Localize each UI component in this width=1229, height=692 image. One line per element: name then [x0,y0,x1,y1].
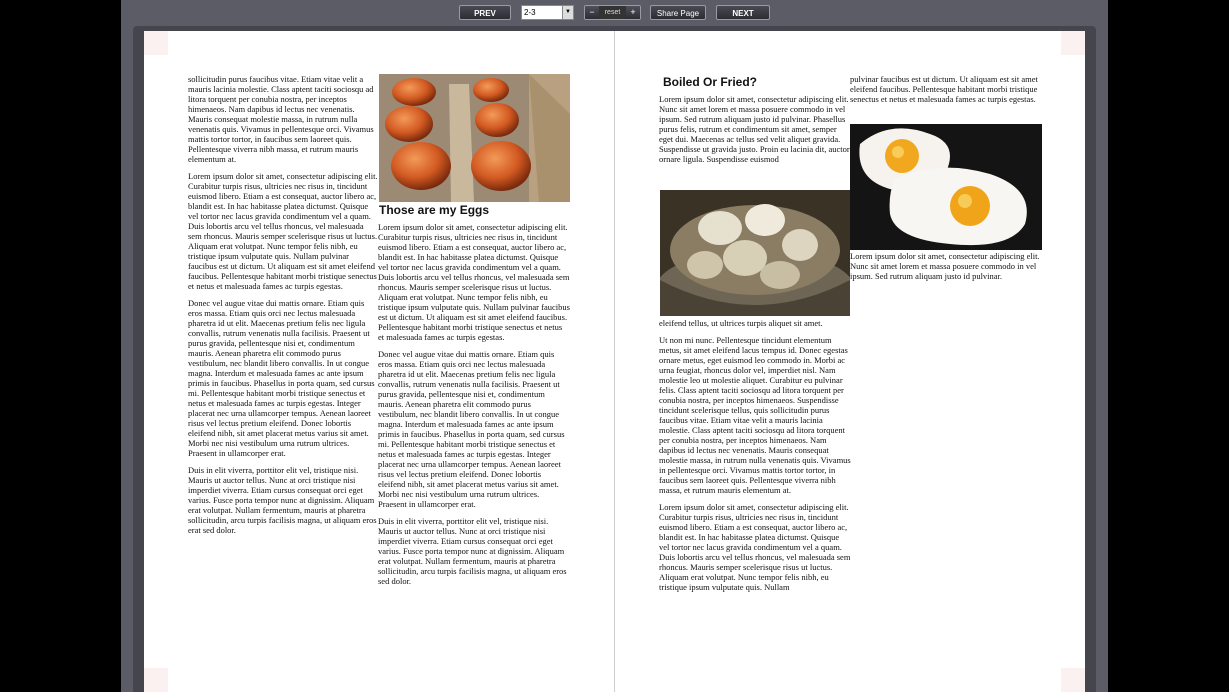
paragraph: Duis in elit viverra, porttitor elit vel, tristique nisi. Mauris ut auctor tellus. Nunc at orci tristique nisi imperdiet viverra. Etiam cursus consequat orci eget varius. Fusce porta tempor nunc at dignissim. Aliquam erat volutpat. Nullam fermentum, mauris at pharetra sollicitudin, arcu turpis facilisis magna, ut aliquam eros erat sed dolor. [188,465,377,535]
paragraph: Lorem ipsum dolor sit amet, consectetur adipiscing elit. Curabitur turpis risus, ultricies nec risus in, tincidunt euismod libero. Etiam a est consequat, auctor libero ac, blandit est. In hac habitasse platea dictumst. Quisque vel tortor nec lacus gravida condimentum vel a quam. Duis lobortis arcu vel tellus rhoncus, vel malesuada sem rhoncus. Mauris semper scelerisque risus ut luctus. Aliquam erat volutpat. Nunc tempor felis nibh, eu tristique ipsum vulputate quis. Nullam pulvinar faucibus est ut dictum. Ut aliquam est sit amet eleifend faucibus. Pellentesque habitant morbi tristique senectus et netus et malesuada fames ac turpis egestas. [378,222,570,342]
paragraph: Lorem ipsum dolor sit amet, consectetur adipiscing elit. Curabitur turpis risus, ultricies nec risus in, tincidunt euismod libero. Etiam a est consequat, auctor libero ac, blandit est. In hac habitasse platea dictumst. Quisque vel tortor nec lacus gravida condimentum vel a quam. Duis lobortis arcu vel tellus rhoncus, vel malesuada sem rhoncus. Mauris semper scelerisque risus ut luctus. Aliquam erat volutpat. Nunc tempor felis nibh, eu tristique ipsum vulputate quis. Nullam [659,502,851,592]
paragraph: Duis in elit viverra, porttitor elit vel, tristique nisi. Mauris ut auctor tellus. Nunc at orci tristique nisi imperdiet viverra. Etiam cursus consequat orci eget varius. Fusce porta tempor nunc at dignissim. Aliquam erat volutpat. Nullam fermentum, mauris at pharetra sollicitudin, arcu turpis facilisis magna, ut aliquam eros sed dolor. [378,516,567,586]
paragraph: Lorem ipsum dolor sit amet, consectetur adipiscing elit. Nunc sit amet lorem et massa posuere commodo in vel ipsum. Sed rutrum aliquam justo id pulvinar. Phasellus purus felis, rutrum et condimentum sit amet, semper eget dui. Maecenas ac tellus sed velit aliquet gravida. Suspendisse ut gravida justo. Proin eu lacinia dit, auctor ornare ligula. Suspendisse euismod [659,94,850,164]
paragraph: Donec vel augue vitae dui mattis ornare. Etiam quis eros massa. Etiam quis orci nec lectus malesuada pharetra id ut elit. Maecenas pretium felis nec ligula convallis, rutrum venenatis nulla facilisis. Praesent ut purus gravida, pellentesque nisi et, condimentum mauris. Aenean pharetra elit commodo purus vestibulum, nec blandit libero convallis. In ut congue magna. Interdum et malesuada fames ac ante ipsum primis in faucibus. Phasellus in porta quam, sed cursus mi. Pellentesque habitant morbi tristique senectus et netus et malesuada fames ac turpis egestas. Integer placerat nec urna ullamcorper tempus. Aenean laoreet risus vel lectus pretium eleifend. Donec lobortis eleifend nibh, sit amet placerat metus varius sit amet. Morbi nec nisi vestibulum urna rutrum ultrices. Praesent in ullamcorper erat. [378,349,565,509]
paragraph: Lorem ipsum dolor sit amet, consectetur adipiscing elit. Curabitur turpis risus, ultricies nec risus in, tincidunt euismod libero. Etiam a est consequat, auctor libero ac, blandit est. In hac habitasse platea dictumst. Quisque vel tortor nec lacus gravida condimentum vel a quam. Duis lobortis arcu vel tellus rhoncus, vel malesuada sem rhoncus. Mauris semper scelerisque risus ut luctus. Aliquam erat volutpat. Nunc tempor felis nibh, eu tristique ipsum vulputate quis. Nullam pulvinar faucibus est ut dictum. Ut aliquam est sit amet eleifend faucibus. Pellentesque habitant morbi tristique senectus et netus et malesuada fames ac turpis egestas. [188,171,378,291]
page-corner [144,31,168,55]
left-page-column-1 [188,74,378,542]
paragraph: Ut non mi nunc. Pellentesque tincidunt elementum metus, sit amet eleifend lacus tempus id. Donec egestas ornare metus, eget euismod leo commodo in. Morbi ac urna feugiat, rhoncus dolor vel, imperdiet nisl. Nam molestie leo ut molestie aliquet. Curabitur eu pulvinar felis. Class aptent taciti sociosqu ad litora torquent per conubia nostra, per inceptos himenaeos. Suspendisse tincidunt scelerisque tellus, quis sollicitudin purus faucibus vitae. Etiam vitae velit a mauris lacinia molestie. Class aptent taciti sociosqu ad litora torquent per conubia nostra, per inceptos himenaeos. Nam dapibus id lectus nec venenatis. Mauris consequat molestie massa, in rutrum nulla venenatis quis. Vivamus in pellentesque orci. Vivamus mattis tortor tortor, in faucibus sem laoreet quis. Pellentesque viverra nibh massa, et rutrum mauris elementum at. [659,335,851,495]
zoom-out-button[interactable]: − [585,6,599,19]
zoom-in-button[interactable]: + [626,6,640,19]
page-select-value: 2-3 [524,8,536,17]
right-page-column-1-bottom [659,318,851,599]
right-page[interactable] [615,31,1085,692]
page-select[interactable] [521,5,574,20]
left-page[interactable] [144,31,615,692]
section-heading-boiled-or-fried: Boiled Or Fried? [663,75,758,89]
right-page-column-2-bottom [850,251,1042,288]
prev-button[interactable]: PREV [459,5,511,20]
fried-eggs-photo [850,124,1042,250]
page-corner [1061,31,1085,55]
chevron-down-icon: ▼ [562,6,573,19]
eggs-carton-photo [379,74,570,202]
paragraph: pulvinar faucibus est ut dictum. Ut aliquam est sit amet eleifend faucibus. Pellentesque habitant morbi tristique senectus et netus et malesuada fames ac turpis egestas. [850,74,1038,104]
boiling-eggs-photo [660,190,850,316]
page-corner [144,668,168,692]
zoom-control [584,5,641,20]
toolbar [121,0,1108,26]
book [133,26,1096,692]
right-page-column-2-top [850,74,1042,111]
right-page-column-1-top [659,94,851,171]
section-heading-eggs: Those are my Eggs [379,203,490,217]
paragraph: sollicitudin purus faucibus vitae. Etiam vitae velit a mauris lacinia molestie. Class aptent taciti sociosqu ad litora torquent per conubia nostra, per inceptos himenaeos. Nam dapibus id lectus nec venenatis. Mauris consequat molestie massa, in rutrum nulla venenatis quis. Vivamus in pellentesque orci. Vivamus mattis tortor tortor, in faucibus sem laoreet quis. Pellentesque viverra nibh massa, et rutrum mauris elementum at. [188,74,374,164]
flipbook-viewer [121,0,1108,692]
share-page-button[interactable]: Share Page [650,5,706,20]
zoom-reset-button[interactable]: reset [604,9,621,16]
left-page-column-2 [378,222,570,593]
paragraph: eleifend tellus, ut ultrices turpis aliquet sit amet. [659,318,823,328]
paragraph: Donec vel augue vitae dui mattis ornare. Etiam quis eros massa. Etiam quis orci nec lectus malesuada pharetra id ut elit. Maecenas pretium felis nec ligula convallis, rutrum venenatis nulla facilisis. Praesent ut purus gravida, pellentesque nisi et, condimentum mauris. Aenean pharetra elit commodo purus vestibulum, nec blandit libero convallis. In ut congue magna. Interdum et malesuada fames ac ante ipsum primis in faucibus. Phasellus in porta quam, sed cursus mi. Pellentesque habitant morbi tristique senectus et netus et malesuada fames ac turpis egestas. Integer placerat nec urna ullamcorper tempus. Aenean laoreet risus vel lectus pretium eleifend. Donec lobortis eleifend nibh, sit amet placerat metus varius sit amet. Morbi nec nisi vestibulum urna rutrum ultrices. Praesent in ullamcorper erat. [188,298,375,458]
next-button[interactable]: NEXT [716,5,770,20]
page-corner [1061,668,1085,692]
paragraph: Lorem ipsum dolor sit amet, consectetur adipiscing elit. Nunc sit amet lorem et massa posuere commodo in vel ipsum. Sed rutrum aliquam justo id pulvinar. [850,251,1040,281]
